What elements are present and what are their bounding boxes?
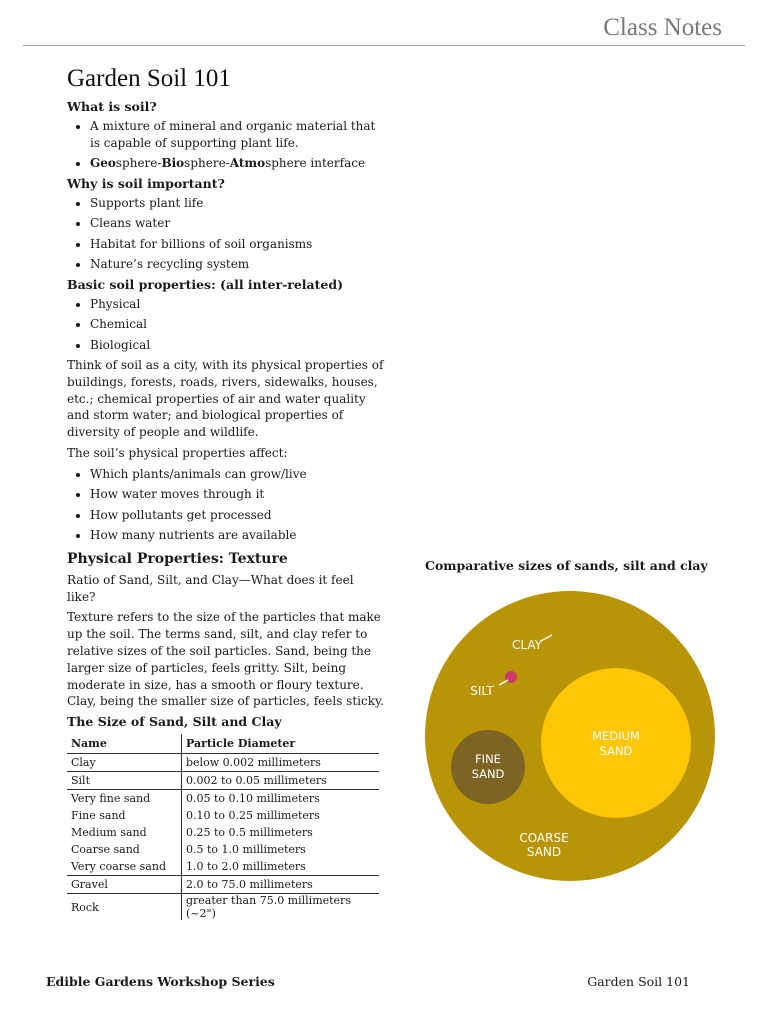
- cell-diameter: 0.10 to 0.25 millimeters: [186, 809, 320, 823]
- coarse-sand-label: SAND: [526, 845, 562, 859]
- table-row: [67, 841, 379, 858]
- column-header-diameter: Particle Diameter: [182, 734, 380, 754]
- geo-text: Geo: [90, 156, 116, 170]
- medium-sand-label: SAND: [599, 744, 633, 758]
- table-header-row: [67, 734, 379, 754]
- table-row: [67, 754, 379, 772]
- particle-size-table: [67, 734, 379, 920]
- cell-diameter: 0.25 to 0.5 millimeters: [186, 826, 313, 840]
- list-item: • Cleans water: [90, 215, 385, 232]
- table-row: [67, 807, 379, 824]
- table-row: [67, 858, 379, 876]
- main-column: [67, 63, 385, 920]
- particle-size-diagram: [420, 584, 720, 888]
- cell-name: Medium sand: [67, 824, 182, 841]
- cell-diameter: 0.05 to 0.10 millimeters: [186, 792, 320, 806]
- cell-diameter: 0.002 to 0.05 millimeters: [182, 772, 380, 790]
- cell-diameter: 1.0 to 2.0 millimeters: [182, 858, 380, 876]
- list-item: • Biological: [90, 337, 385, 354]
- cell-name: Rock: [67, 894, 182, 921]
- table-row: [67, 772, 379, 790]
- section-title-texture: Physical Properties: Texture: [67, 550, 288, 567]
- sphere-text: sphere-: [184, 156, 230, 170]
- physical-affect-intro: The soil’s physical properties affect:: [67, 445, 288, 460]
- fine-sand-label: SAND: [471, 767, 505, 781]
- list-item: • How pollutants get processed: [90, 507, 385, 524]
- cell-name: Coarse sand: [67, 841, 182, 858]
- medium-sand-label: MEDIUM: [592, 729, 640, 743]
- city-analogy-paragraph: Think of soil as a city, with its physical properties of buildings, forests, roads, rivers, sidewalks, houses, etc.; chemical properties of air and water quality and storm water; and biological properties of diversity of people and wildlife.: [67, 358, 384, 440]
- cell-name: Fine sand: [67, 807, 182, 824]
- table-row: [67, 894, 379, 921]
- basic-properties-list: [67, 296, 385, 354]
- list-item: • Nature’s recycling system: [90, 256, 385, 273]
- cell-diameter: greater than 75.0 millimeters (~2"): [186, 894, 351, 921]
- cell-diameter: 0.5 to 1.0 millimeters: [186, 843, 306, 857]
- cell-diameter: below 0.002 millimeters: [182, 754, 380, 772]
- fine-sand-label: FINE: [475, 752, 501, 766]
- footer-document-title: Garden Soil 101: [587, 974, 690, 989]
- question-what-is-soil: What is soil?: [67, 99, 157, 114]
- texture-paragraph: Texture refers to the size of the particles that make up the soil. The terms sand, silt, and clay refer to relative sizes of the soil particles. Sand, being the larger size of particles, feels gritty. Silt, being moderate in size, has a smooth or floury texture. Clay, being the smaller size of particles, feels sticky.: [67, 610, 384, 709]
- list-item: • Supports plant life: [90, 195, 385, 212]
- question-why-important: Why is soil important?: [67, 175, 225, 191]
- what-is-soil-list: [67, 118, 385, 172]
- page-title: Garden Soil 101: [67, 65, 231, 92]
- cell-diameter: 2.0 to 75.0 millimeters: [182, 876, 380, 894]
- table-title: The Size of Sand, Silt and Clay: [67, 714, 282, 730]
- list-item: • How water moves through it: [90, 486, 385, 503]
- cell-name: Silt: [67, 772, 182, 790]
- header-divider: [23, 45, 745, 46]
- list-item: • Chemical: [90, 316, 385, 333]
- silt-label: SILT: [470, 684, 494, 698]
- list-item: • A mixture of mineral and organic material that is capable of supporting plant life.: [90, 118, 385, 151]
- clay-label: CLAY: [512, 638, 542, 652]
- why-important-list: [67, 195, 385, 273]
- table-row: [67, 790, 379, 808]
- footer-series-name: Edible Gardens Workshop Series: [46, 974, 275, 989]
- coarse-sand-label: COARSE: [519, 831, 569, 845]
- sphere-interface-text: sphere interface: [265, 156, 366, 170]
- header-title: Class Notes: [603, 14, 722, 41]
- cell-name: Clay: [67, 754, 182, 772]
- medium-sand-circle: [541, 668, 691, 818]
- column-header-name: Name: [67, 734, 182, 754]
- diagram-title: Comparative sizes of sands, silt and clay: [425, 558, 708, 573]
- atmo-text: Atmo: [229, 156, 266, 170]
- cell-name: Very fine sand: [67, 790, 182, 808]
- table-row: [67, 824, 379, 841]
- cell-name: Very coarse sand: [67, 858, 182, 876]
- list-item: • Which plants/animals can grow/live: [90, 466, 385, 483]
- cell-name: Gravel: [67, 876, 182, 894]
- question-basic-properties: Basic soil properties: (all inter-related): [67, 276, 344, 292]
- physical-affect-list: [67, 466, 385, 544]
- list-item: [90, 155, 385, 172]
- table-row: [67, 876, 379, 894]
- sphere-text: sphere-: [115, 156, 162, 170]
- list-item: • How many nutrients are available: [90, 527, 385, 544]
- texture-question: Ratio of Sand, Silt, and Clay—What does it feel like?: [67, 572, 354, 604]
- list-item: • Habitat for billions of soil organisms: [90, 236, 385, 253]
- bio-text: Bio: [161, 156, 185, 170]
- list-item: • Physical: [90, 296, 385, 313]
